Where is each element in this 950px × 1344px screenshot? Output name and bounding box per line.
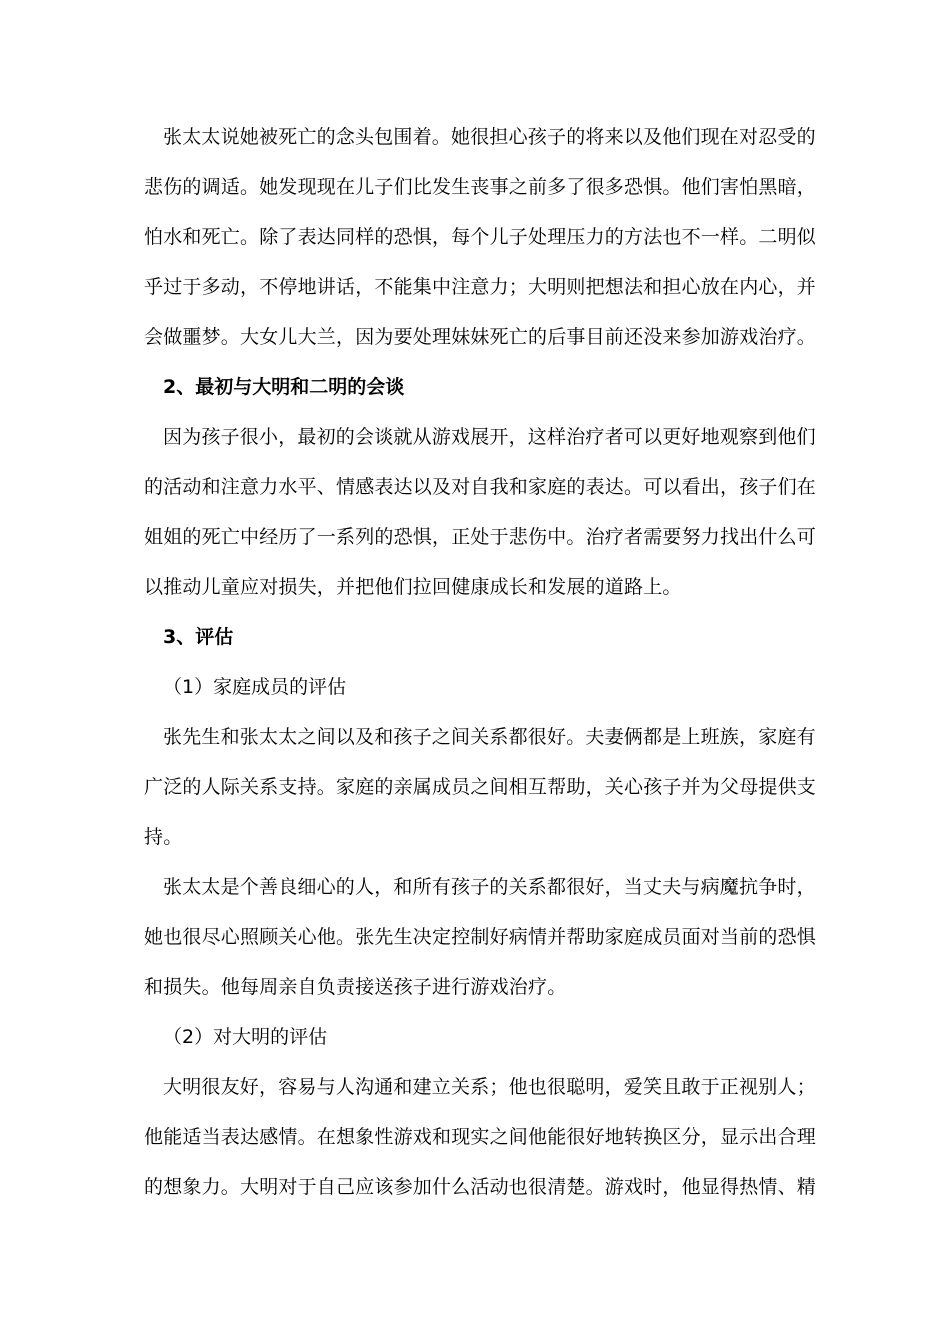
text-line: 因为孩子很小，最初的会谈就从游戏展开，这样治疗者可以更好地观察到他们 [163, 426, 816, 448]
text-line: 的活动和注意力水平、情感表达以及对自我和家庭的表达。可以看出，孩子们在 [144, 476, 817, 498]
text-line: 和损失。他每周亲自负责接送孩子进行游戏治疗。 [144, 976, 567, 998]
text-line: 张先生和张太太之间以及和孩子之间关系都很好。夫妻俩都是上班族，家庭有 [163, 726, 816, 748]
text-line: 会做噩梦。大女儿大兰，因为要处理妹妹死亡的后事目前还没来参加游戏治疗。 [144, 326, 817, 348]
text-line: 的想象力。大明对于自己应该参加什么活动也很清楚。游戏时，他显得热情、精 [144, 1176, 817, 1198]
text-line: 怕水和死亡。除了表达同样的恐惧，每个儿子处理压力的方法也不一样。二明似 [144, 226, 817, 248]
document-page [144, 112, 817, 1212]
subsection-heading-family-assessment: （1）家庭成员的评估 [163, 676, 347, 698]
text-line: 张太太说她被死亡的念头包围着。她很担心孩子的将来以及他们现在对忍受的 [163, 126, 816, 148]
paragraph-mrs-zhang-fears [144, 112, 817, 362]
text-line: 广泛的人际关系支持。家庭的亲属成员之间相互帮助，关心孩子并为父母提供支 [144, 776, 817, 798]
text-line: 乎过于多动，不停地讲话，不能集中注意力；大明则把想法和担心放在内心，并 [144, 276, 817, 298]
text-line: 姐姐的死亡中经历了一系列的恐惧，正处于悲伤中。治疗者需要努力找出什么可 [144, 526, 817, 548]
text-line: 悲伤的调适。她发现现在儿子们比发生丧事之前多了很多恐惧。他们害怕黑暗， [144, 176, 817, 198]
text-line: 大明很友好，容易与人沟通和建立关系；他也很聪明，爱笑且敢于正视别人； [163, 1076, 816, 1098]
text-line: 张太太是个善良细心的人，和所有孩子的关系都很好，当丈夫与病魔抗争时， [163, 876, 816, 898]
paragraph-daming-assessment [144, 1062, 817, 1212]
text-line: 持。 [144, 826, 183, 848]
subsection-heading-daming-assessment: （2）对大明的评估 [163, 1026, 328, 1048]
section-heading-initial-sessions: 2、最初与大明和二明的会谈 [163, 376, 405, 398]
text-line: 他能适当表达感情。在想象性游戏和现实之间他能很好地转换区分，显示出合理 [144, 1126, 817, 1148]
text-line: 以推动儿童应对损失，并把他们拉回健康成长和发展的道路上。 [144, 576, 682, 598]
paragraph-family-relations [144, 712, 817, 862]
paragraph-initial-sessions [144, 412, 817, 612]
paragraph-mrs-zhang-character [144, 862, 817, 1012]
section-heading-assessment: 3、评估 [163, 626, 234, 648]
text-line: 她也很尽心照顾关心他。张先生决定控制好病情并帮助家庭成员面对当前的恐惧 [144, 926, 817, 948]
